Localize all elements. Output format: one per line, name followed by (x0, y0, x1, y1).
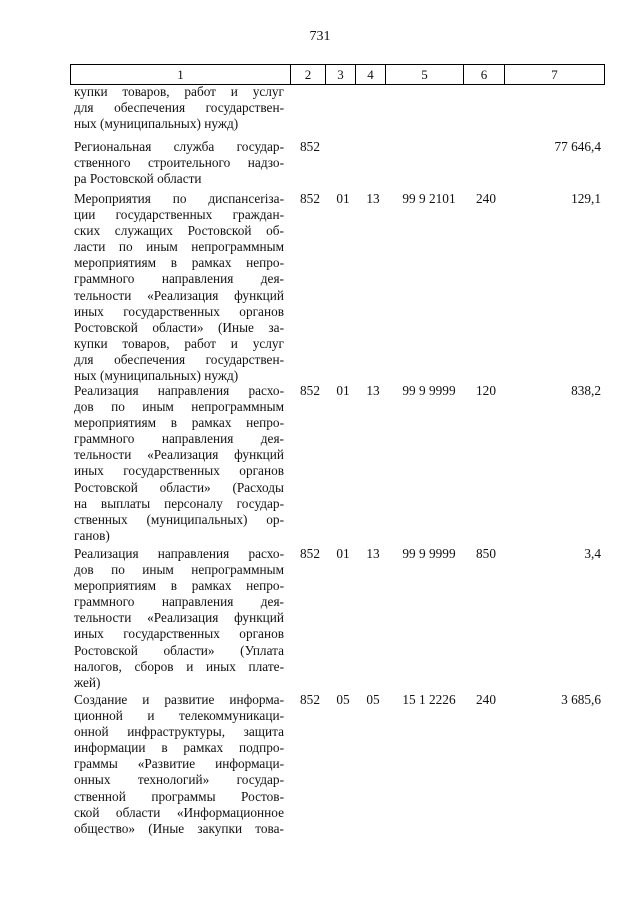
description-line: ции государственных граждан- (74, 207, 284, 223)
description-line: онных технологий» государ- (74, 772, 284, 788)
table-row-description (74, 383, 284, 544)
table-header (70, 64, 605, 85)
description-line: мероприятиям в рамках непро- (74, 415, 284, 431)
description-line: онной инфраструктуры, защита (74, 724, 284, 740)
cell-sum: 129,1 (571, 191, 601, 206)
description-line: ных (муниципальных) нужд) (74, 368, 239, 384)
cell-subsection: 13 (366, 191, 380, 206)
description-line: ганов) (74, 527, 110, 543)
cell-subsection: 13 (366, 383, 380, 398)
header-col-4: 4 (356, 65, 386, 84)
cell-sum: 77 646,4 (554, 139, 601, 154)
table-row-description (74, 692, 284, 837)
cell-code: 852 (300, 191, 320, 206)
description-line: граммы «Развитие информаци- (74, 756, 284, 772)
description-line: для обеспечения государствен- (74, 351, 284, 367)
description-line: мероприятиям в рамках непро- (74, 578, 284, 594)
description-line: информации в рамках подпро- (74, 740, 284, 756)
description-line: ных (муниципальных) нужд) (74, 116, 239, 132)
description-line: тельности «Реализация функций (74, 610, 284, 626)
cell-subsection: 13 (366, 546, 380, 561)
description-line: Ростовской области» (Иные за- (74, 319, 284, 335)
description-line: Ростовской области» (Расходы (74, 479, 284, 495)
description-line: граммного направления дея- (74, 271, 284, 287)
description-line: иных государственных органов (74, 463, 284, 479)
cell-sum: 838,2 (571, 383, 601, 398)
description-line: ласти по иным непрограммным (74, 239, 284, 255)
description-line: Реализация направления расхо- (74, 546, 284, 561)
description-line: налогов, сборов и иных плате- (74, 658, 284, 674)
description-line: жей) (74, 674, 101, 690)
description-line: ра Ростовской области (74, 171, 202, 187)
cell-code: 852 (300, 692, 320, 707)
table-row-description (74, 139, 284, 187)
description-line: Ростовской области» (Уплата (74, 642, 284, 658)
cell-sum: 3 685,6 (561, 692, 601, 707)
header-col-5: 5 (386, 65, 464, 84)
description-line: иных государственных органов (74, 626, 284, 642)
cell-target-article: 99 9 9999 (402, 383, 456, 398)
description-line: ционной и телекоммуникаци- (74, 708, 284, 724)
table-row-description (74, 84, 284, 132)
table-row-description (74, 191, 284, 384)
cell-target-article: 99 9 9999 (402, 546, 456, 561)
description-line: ских служащих Ростовской об- (74, 223, 284, 239)
cell-expense-type: 120 (476, 383, 496, 398)
table-row-description (74, 546, 284, 691)
description-line: на выплаты персоналу государ- (74, 495, 284, 511)
description-line: Региональная служба государ- (74, 139, 284, 154)
description-line: общество» (Иные закупки това- (74, 820, 284, 836)
cell-sum: 3,4 (584, 546, 601, 561)
cell-code: 852 (300, 383, 320, 398)
cell-section: 01 (336, 546, 350, 561)
header-col-2: 2 (291, 65, 326, 84)
description-line: Создание и развитие информа- (74, 692, 284, 707)
description-line: ской области «Информационное (74, 804, 284, 820)
description-line: иных государственных органов (74, 303, 284, 319)
cell-target-article: 15 1 2226 (402, 692, 456, 707)
cell-expense-type: 850 (476, 546, 496, 561)
description-line: граммного направления дея- (74, 594, 284, 610)
cell-code: 852 (300, 139, 320, 154)
description-line: купки товаров, работ и услуг (74, 84, 284, 99)
cell-subsection: 05 (366, 692, 380, 707)
cell-section: 05 (336, 692, 350, 707)
description-line: для обеспечения государствен- (74, 100, 284, 116)
description-line: купки товаров, работ и услуг (74, 335, 284, 351)
description-line: Мероприятия по диспансеriза- (74, 191, 284, 206)
description-line: граммного направления дея- (74, 431, 284, 447)
description-line: Реализация направления расхо- (74, 383, 284, 398)
cell-section: 01 (336, 191, 350, 206)
cell-section: 01 (336, 383, 350, 398)
description-line: ственной программы Ростов- (74, 788, 284, 804)
description-line: дов по иным непрограммным (74, 562, 284, 578)
header-col-7: 7 (551, 66, 558, 82)
description-line: ственного строительного надзо- (74, 155, 284, 171)
cell-code: 852 (300, 546, 320, 561)
page-number: 731 (309, 29, 331, 44)
header-col-6: 6 (464, 65, 505, 84)
description-line: тельности «Реализация функций (74, 447, 284, 463)
cell-target-article: 99 9 2101 (402, 191, 456, 206)
header-col-1: 1 (71, 65, 291, 84)
cell-expense-type: 240 (476, 191, 496, 206)
cell-expense-type: 240 (476, 692, 496, 707)
description-line: тельности «Реализация функций (74, 287, 284, 303)
description-line: дов по иным непрограммным (74, 399, 284, 415)
description-line: ственных (муниципальных) ор- (74, 511, 284, 527)
header-col-3: 3 (326, 65, 356, 84)
description-line: мероприятиям в рамках непро- (74, 255, 284, 271)
